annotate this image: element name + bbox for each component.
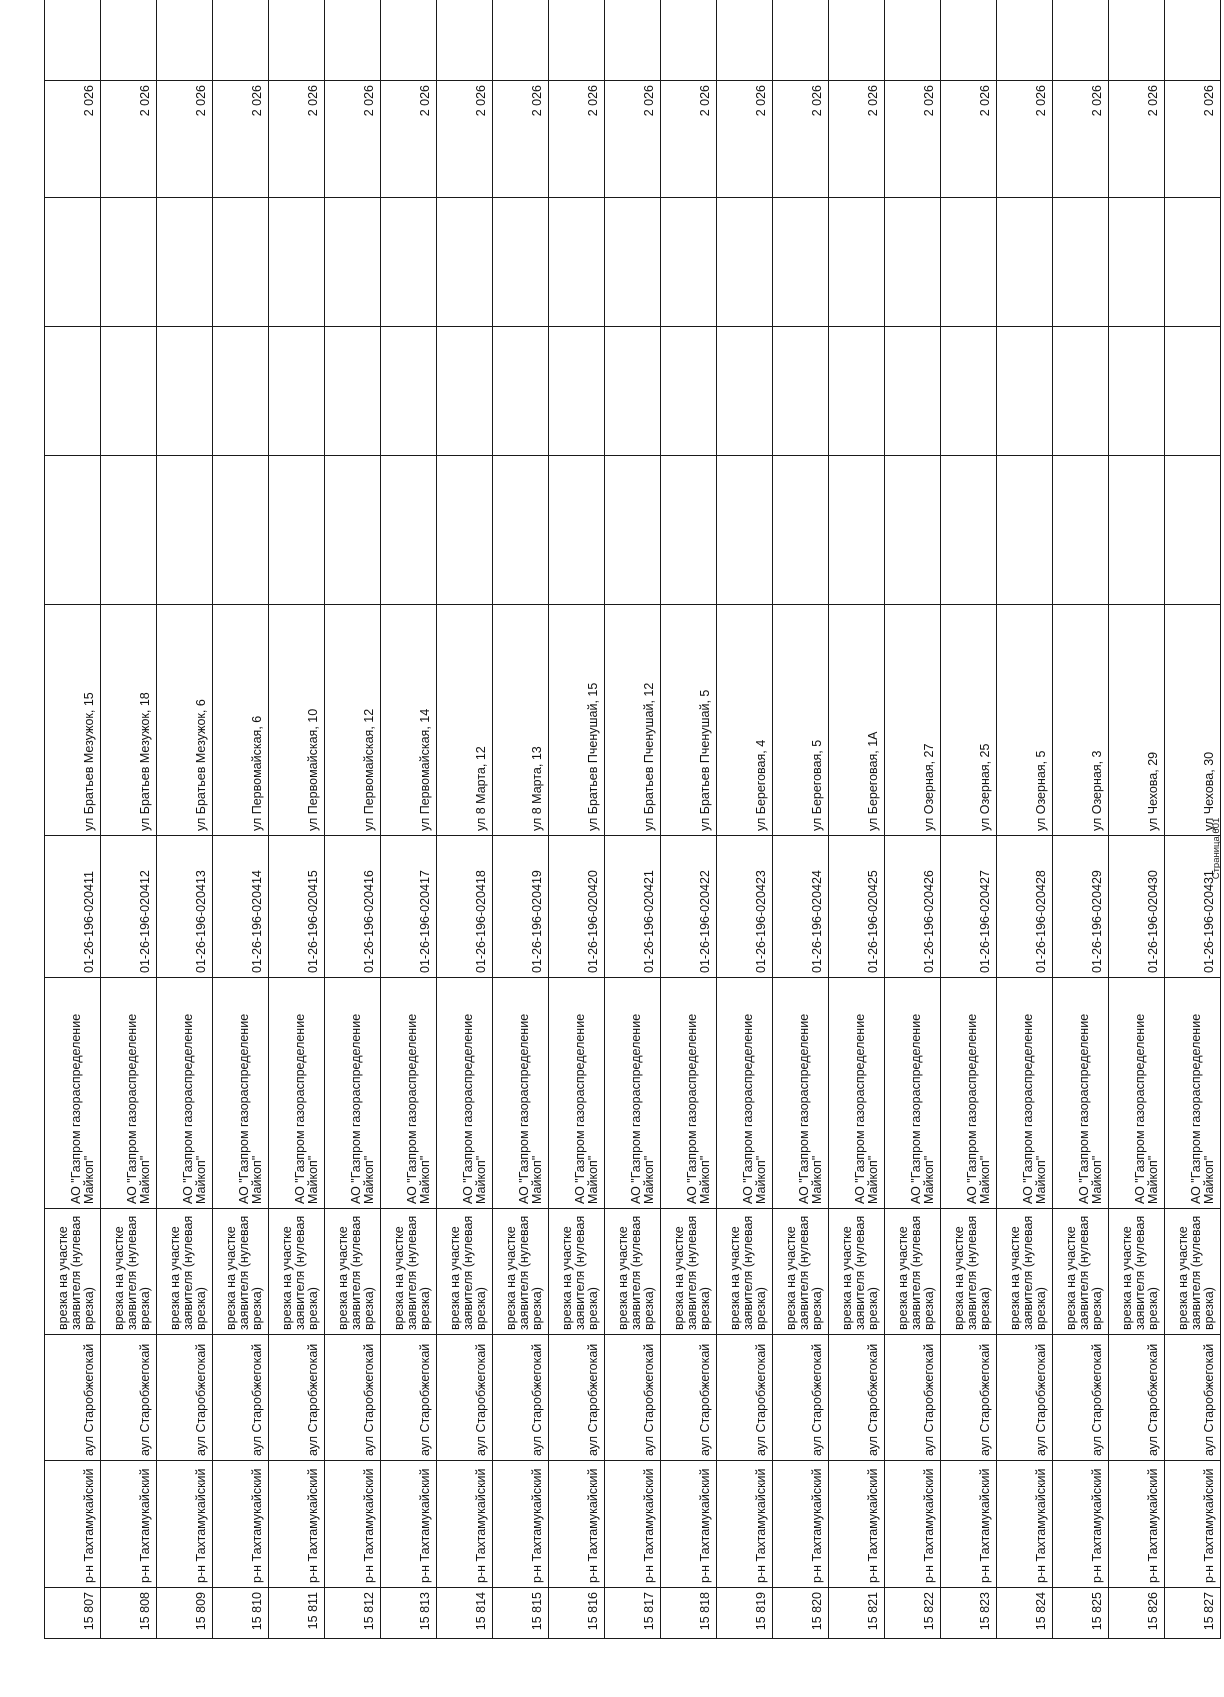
object-code-cell: 01-26-196-020431 [1165,836,1221,978]
empty-cell [493,456,549,605]
table-row [1109,0,1165,1639]
organization-cell: АО "Газпром газораспределение Майкоп" [1053,978,1109,1209]
table-row [381,0,437,1639]
table-row [493,0,549,1639]
year-cell: 2 026 [829,81,885,198]
connection-type-cell: врезка на участке заявителя (нулевая врезка) [549,1209,605,1335]
page-footer [1206,0,1224,1697]
connection-type-cell: врезка на участке заявителя (нулевая врезка) [1053,1209,1109,1335]
organization-cell: АО "Газпром газораспределение Майкоп" [717,978,773,1209]
empty-cell [1109,327,1165,456]
month-cell [45,0,101,81]
year-cell: 2 026 [1053,81,1109,198]
district-cell: р-н Тахтамукайский [885,1461,941,1588]
address-cell: ул Братьев Мезужок, 15 [45,605,101,836]
connection-type-cell: врезка на участке заявителя (нулевая врезка) [717,1209,773,1335]
object-code-cell: 01-26-196-020427 [941,836,997,978]
address-cell: ул Береговая, 1А [829,605,885,836]
year-cell: 2 026 [45,81,101,198]
empty-cell [661,198,717,327]
month-cell [325,0,381,81]
empty-cell [437,456,493,605]
district-cell: р-н Тахтамукайский [157,1461,213,1588]
year-cell: 2 026 [661,81,717,198]
empty-cell [213,456,269,605]
address-cell: ул Береговая, 4 [717,605,773,836]
data-table [44,0,1221,1639]
object-code-cell: 01-26-196-020419 [493,836,549,978]
table-row [1053,0,1109,1639]
empty-cell [101,198,157,327]
row-number-cell: 15 822 [885,1588,941,1639]
month-cell [549,0,605,81]
row-number-cell: 15 816 [549,1588,605,1639]
empty-cell [269,327,325,456]
organization-cell: АО "Газпром газораспределение Майкоп" [381,978,437,1209]
table-row [549,0,605,1639]
row-number-cell: 15 814 [437,1588,493,1639]
empty-cell [605,327,661,456]
organization-cell: АО "Газпром газораспределение Майкоп" [549,978,605,1209]
address-cell: ул Первомайская, 14 [381,605,437,836]
table-row [101,0,157,1639]
district-cell: р-н Тахтамукайский [493,1461,549,1588]
district-cell: р-н Тахтамукайский [437,1461,493,1588]
table-body [45,0,1221,1639]
empty-cell [493,198,549,327]
table-row [269,0,325,1639]
settlement-cell: аул Старобжегокай [213,1335,269,1461]
address-cell: ул Озерная, 27 [885,605,941,836]
month-cell [717,0,773,81]
empty-cell [829,456,885,605]
connection-type-cell: врезка на участке заявителя (нулевая врезка) [885,1209,941,1335]
district-cell: р-н Тахтамукайский [549,1461,605,1588]
empty-cell [101,327,157,456]
district-cell: р-н Тахтамукайский [717,1461,773,1588]
address-cell: ул Братьев Пченушай, 5 [661,605,717,836]
connection-type-cell: врезка на участке заявителя (нулевая врезка) [101,1209,157,1335]
empty-cell [549,198,605,327]
table-row [45,0,101,1639]
month-cell [157,0,213,81]
organization-cell: АО "Газпром газораспределение Майкоп" [213,978,269,1209]
settlement-cell: аул Старобжегокай [437,1335,493,1461]
object-code-cell: 01-26-196-020412 [101,836,157,978]
empty-cell [381,198,437,327]
month-cell [885,0,941,81]
organization-cell: АО "Газпром газораспределение Майкоп" [997,978,1053,1209]
empty-cell [549,327,605,456]
settlement-cell: аул Старобжегокай [325,1335,381,1461]
connection-type-cell: врезка на участке заявителя (нулевая врезка) [437,1209,493,1335]
object-code-cell: 01-26-196-020418 [437,836,493,978]
organization-cell: АО "Газпром газораспределение Майкоп" [829,978,885,1209]
row-number-cell: 15 815 [493,1588,549,1639]
empty-cell [1109,456,1165,605]
organization-cell: АО "Газпром газораспределение Майкоп" [605,978,661,1209]
empty-cell [1053,456,1109,605]
empty-cell [45,327,101,456]
settlement-cell: аул Старобжегокай [381,1335,437,1461]
row-number-cell: 15 818 [661,1588,717,1639]
connection-type-cell: врезка на участке заявителя (нулевая врезка) [773,1209,829,1335]
empty-cell [997,456,1053,605]
organization-cell: АО "Газпром газораспределение Майкоп" [325,978,381,1209]
district-cell: р-н Тахтамукайский [45,1461,101,1588]
month-cell [941,0,997,81]
organization-cell: АО "Газпром газораспределение Майкоп" [437,978,493,1209]
year-cell: 2 026 [997,81,1053,198]
table-row [605,0,661,1639]
settlement-cell: аул Старобжегокай [45,1335,101,1461]
connection-type-cell: врезка на участке заявителя (нулевая врезка) [157,1209,213,1335]
month-cell [605,0,661,81]
address-cell: ул Береговая, 5 [773,605,829,836]
district-cell: р-н Тахтамукайский [661,1461,717,1588]
district-cell: р-н Тахтамукайский [325,1461,381,1588]
district-cell: р-н Тахтамукайский [269,1461,325,1588]
table-row [157,0,213,1639]
object-code-cell: 01-26-196-020420 [549,836,605,978]
table-row [829,0,885,1639]
row-number-cell: 15 817 [605,1588,661,1639]
district-cell: р-н Тахтамукайский [605,1461,661,1588]
month-cell [773,0,829,81]
empty-cell [157,198,213,327]
row-number-cell: 15 809 [157,1588,213,1639]
connection-type-cell: врезка на участке заявителя (нулевая врезка) [381,1209,437,1335]
district-cell: р-н Тахтамукайский [997,1461,1053,1588]
settlement-cell: аул Старобжегокай [829,1335,885,1461]
year-cell: 2 026 [549,81,605,198]
connection-type-cell: врезка на участке заявителя (нулевая врезка) [325,1209,381,1335]
month-cell [381,0,437,81]
year-cell: 2 026 [101,81,157,198]
empty-cell [269,456,325,605]
connection-type-cell: врезка на участке заявителя (нулевая врезка) [941,1209,997,1335]
month-cell [661,0,717,81]
table-row [213,0,269,1639]
empty-cell [1053,198,1109,327]
address-cell: ул Братьев Мезужок, 18 [101,605,157,836]
connection-type-cell: врезка на участке заявителя (нулевая врезка) [45,1209,101,1335]
year-cell: 2 026 [269,81,325,198]
settlement-cell: аул Старобжегокай [1109,1335,1165,1461]
empty-cell [45,198,101,327]
connection-type-cell: врезка на участке заявителя (нулевая врезка) [605,1209,661,1335]
settlement-cell: аул Старобжегокай [101,1335,157,1461]
district-cell: р-н Тахтамукайский [1165,1461,1221,1588]
empty-cell [493,327,549,456]
organization-cell: АО "Газпром газораспределение Майкоп" [941,978,997,1209]
organization-cell: АО "Газпром газораспределение Майкоп" [493,978,549,1209]
empty-cell [941,327,997,456]
object-code-cell: 01-26-196-020414 [213,836,269,978]
empty-cell [381,456,437,605]
row-number-cell: 15 813 [381,1588,437,1639]
empty-cell [773,327,829,456]
year-cell: 2 026 [941,81,997,198]
settlement-cell: аул Старобжегокай [1165,1335,1221,1461]
address-cell: ул Озерная, 5 [997,605,1053,836]
address-cell: ул Братьев Мезужок, 6 [157,605,213,836]
connection-type-cell: врезка на участке заявителя (нулевая врезка) [1109,1209,1165,1335]
object-code-cell: 01-26-196-020422 [661,836,717,978]
settlement-cell: аул Старобжегокай [717,1335,773,1461]
object-code-cell: 01-26-196-020415 [269,836,325,978]
row-number-cell: 15 807 [45,1588,101,1639]
month-cell [101,0,157,81]
address-cell: ул Чехова, 30 [1165,605,1221,836]
settlement-cell: аул Старобжегокай [157,1335,213,1461]
table-row [941,0,997,1639]
empty-cell [213,198,269,327]
settlement-cell: аул Старобжегокай [661,1335,717,1461]
table-row [325,0,381,1639]
empty-cell [997,198,1053,327]
table-row [773,0,829,1639]
district-cell: р-н Тахтамукайский [773,1461,829,1588]
row-number-cell: 15 825 [1053,1588,1109,1639]
organization-cell: АО "Газпром газораспределение Майкоп" [45,978,101,1209]
settlement-cell: аул Старобжегокай [997,1335,1053,1461]
year-cell: 2 026 [1109,81,1165,198]
month-cell [829,0,885,81]
object-code-cell: 01-26-196-020428 [997,836,1053,978]
table-row [997,0,1053,1639]
organization-cell: АО "Газпром газораспределение Майкоп" [269,978,325,1209]
connection-type-cell: врезка на участке заявителя (нулевая врезка) [493,1209,549,1335]
address-cell: ул 8 Марта, 13 [493,605,549,836]
empty-cell [997,327,1053,456]
year-cell: 2 026 [1165,81,1221,198]
address-cell: ул Первомайская, 6 [213,605,269,836]
address-cell: ул Братьев Пченушай, 15 [549,605,605,836]
empty-cell [661,456,717,605]
settlement-cell: аул Старобжегокай [605,1335,661,1461]
empty-cell [1109,198,1165,327]
row-number-cell: 15 821 [829,1588,885,1639]
address-cell: ул 8 Марта, 12 [437,605,493,836]
object-code-cell: 01-26-196-020425 [829,836,885,978]
row-number-cell: 15 827 [1165,1588,1221,1639]
table-row [717,0,773,1639]
empty-cell [773,198,829,327]
empty-cell [829,198,885,327]
empty-cell [381,327,437,456]
month-cell [269,0,325,81]
empty-cell [717,456,773,605]
address-cell: ул Братьев Пченушай, 12 [605,605,661,836]
organization-cell: АО "Газпром газораспределение Майкоп" [101,978,157,1209]
district-cell: р-н Тахтамукайский [213,1461,269,1588]
empty-cell [325,456,381,605]
organization-cell: АО "Газпром газораспределение Майкоп" [157,978,213,1209]
row-number-cell: 15 826 [1109,1588,1165,1639]
year-cell: 2 026 [773,81,829,198]
address-cell: ул Первомайская, 10 [269,605,325,836]
empty-cell [717,327,773,456]
row-number-cell: 15 819 [717,1588,773,1639]
empty-cell [437,198,493,327]
empty-cell [325,198,381,327]
object-code-cell: 01-26-196-020426 [885,836,941,978]
connection-type-cell: врезка на участке заявителя (нулевая врезка) [1165,1209,1221,1335]
district-cell: р-н Тахтамукайский [1053,1461,1109,1588]
object-code-cell: 01-26-196-020413 [157,836,213,978]
object-code-cell: 01-26-196-020417 [381,836,437,978]
empty-cell [773,456,829,605]
address-cell: ул Озерная, 3 [1053,605,1109,836]
district-cell: р-н Тахтамукайский [829,1461,885,1588]
month-cell [437,0,493,81]
year-cell: 2 026 [381,81,437,198]
year-cell: 2 026 [213,81,269,198]
connection-type-cell: врезка на участке заявителя (нулевая врезка) [269,1209,325,1335]
row-number-cell: 15 811 [269,1588,325,1639]
empty-cell [437,327,493,456]
empty-cell [101,456,157,605]
empty-cell [213,327,269,456]
object-code-cell: 01-26-196-020411 [45,836,101,978]
empty-cell [941,198,997,327]
month-cell [1109,0,1165,81]
row-number-cell: 15 820 [773,1588,829,1639]
year-cell: 2 026 [717,81,773,198]
district-cell: р-н Тахтамукайский [381,1461,437,1588]
row-number-cell: 15 808 [101,1588,157,1639]
settlement-cell: аул Старобжегокай [941,1335,997,1461]
empty-cell [717,198,773,327]
empty-cell [325,327,381,456]
organization-cell: АО "Газпром газораспределение Майкоп" [661,978,717,1209]
empty-cell [157,327,213,456]
empty-cell [885,327,941,456]
year-cell: 2 026 [885,81,941,198]
connection-type-cell: врезка на участке заявителя (нулевая врезка) [213,1209,269,1335]
empty-cell [1053,327,1109,456]
settlement-cell: аул Старобжегокай [773,1335,829,1461]
empty-cell [661,327,717,456]
month-cell [997,0,1053,81]
empty-cell [269,198,325,327]
empty-cell [157,456,213,605]
address-cell: ул Озерная, 25 [941,605,997,836]
connection-type-cell: врезка на участке заявителя (нулевая врезка) [997,1209,1053,1335]
empty-cell [605,198,661,327]
month-cell [1053,0,1109,81]
empty-cell [45,456,101,605]
organization-cell: АО "Газпром газораспределение Майкоп" [773,978,829,1209]
settlement-cell: аул Старобжегокай [269,1335,325,1461]
row-number-cell: 15 810 [213,1588,269,1639]
organization-cell: АО "Газпром газораспределение Майкоп" [1165,978,1221,1209]
district-cell: р-н Тахтамукайский [101,1461,157,1588]
object-code-cell: 01-26-196-020430 [1109,836,1165,978]
settlement-cell: аул Старобжегокай [549,1335,605,1461]
object-code-cell: 01-26-196-020421 [605,836,661,978]
settlement-cell: аул Старобжегокай [1053,1335,1109,1461]
object-code-cell: 01-26-196-020423 [717,836,773,978]
empty-cell [549,456,605,605]
table-row [661,0,717,1639]
year-cell: 2 026 [437,81,493,198]
table-row [885,0,941,1639]
connection-type-cell: врезка на участке заявителя (нулевая врезка) [829,1209,885,1335]
year-cell: 2 026 [493,81,549,198]
year-cell: 2 026 [157,81,213,198]
district-cell: р-н Тахтамукайский [1109,1461,1165,1588]
object-code-cell: 01-26-196-020424 [773,836,829,978]
address-cell: ул Первомайская, 12 [325,605,381,836]
month-cell [493,0,549,81]
organization-cell: АО "Газпром газораспределение Майкоп" [1109,978,1165,1209]
settlement-cell: аул Старобжегокай [493,1335,549,1461]
object-code-cell: 01-26-196-020416 [325,836,381,978]
empty-cell [605,456,661,605]
month-cell [213,0,269,81]
district-cell: р-н Тахтамукайский [941,1461,997,1588]
empty-cell [829,327,885,456]
empty-cell [885,198,941,327]
empty-cell [941,456,997,605]
organization-cell: АО "Газпром газораспределение Майкоп" [885,978,941,1209]
page-number: Страница 601 [1211,817,1222,880]
table-row [437,0,493,1639]
row-number-cell: 15 823 [941,1588,997,1639]
connection-type-cell: врезка на участке заявителя (нулевая врезка) [661,1209,717,1335]
settlement-cell: аул Старобжегокай [885,1335,941,1461]
row-number-cell: 15 824 [997,1588,1053,1639]
address-cell: ул Чехова, 29 [1109,605,1165,836]
object-code-cell: 01-26-196-020429 [1053,836,1109,978]
year-cell: 2 026 [605,81,661,198]
row-number-cell: 15 812 [325,1588,381,1639]
year-cell: 2 026 [325,81,381,198]
empty-cell [885,456,941,605]
